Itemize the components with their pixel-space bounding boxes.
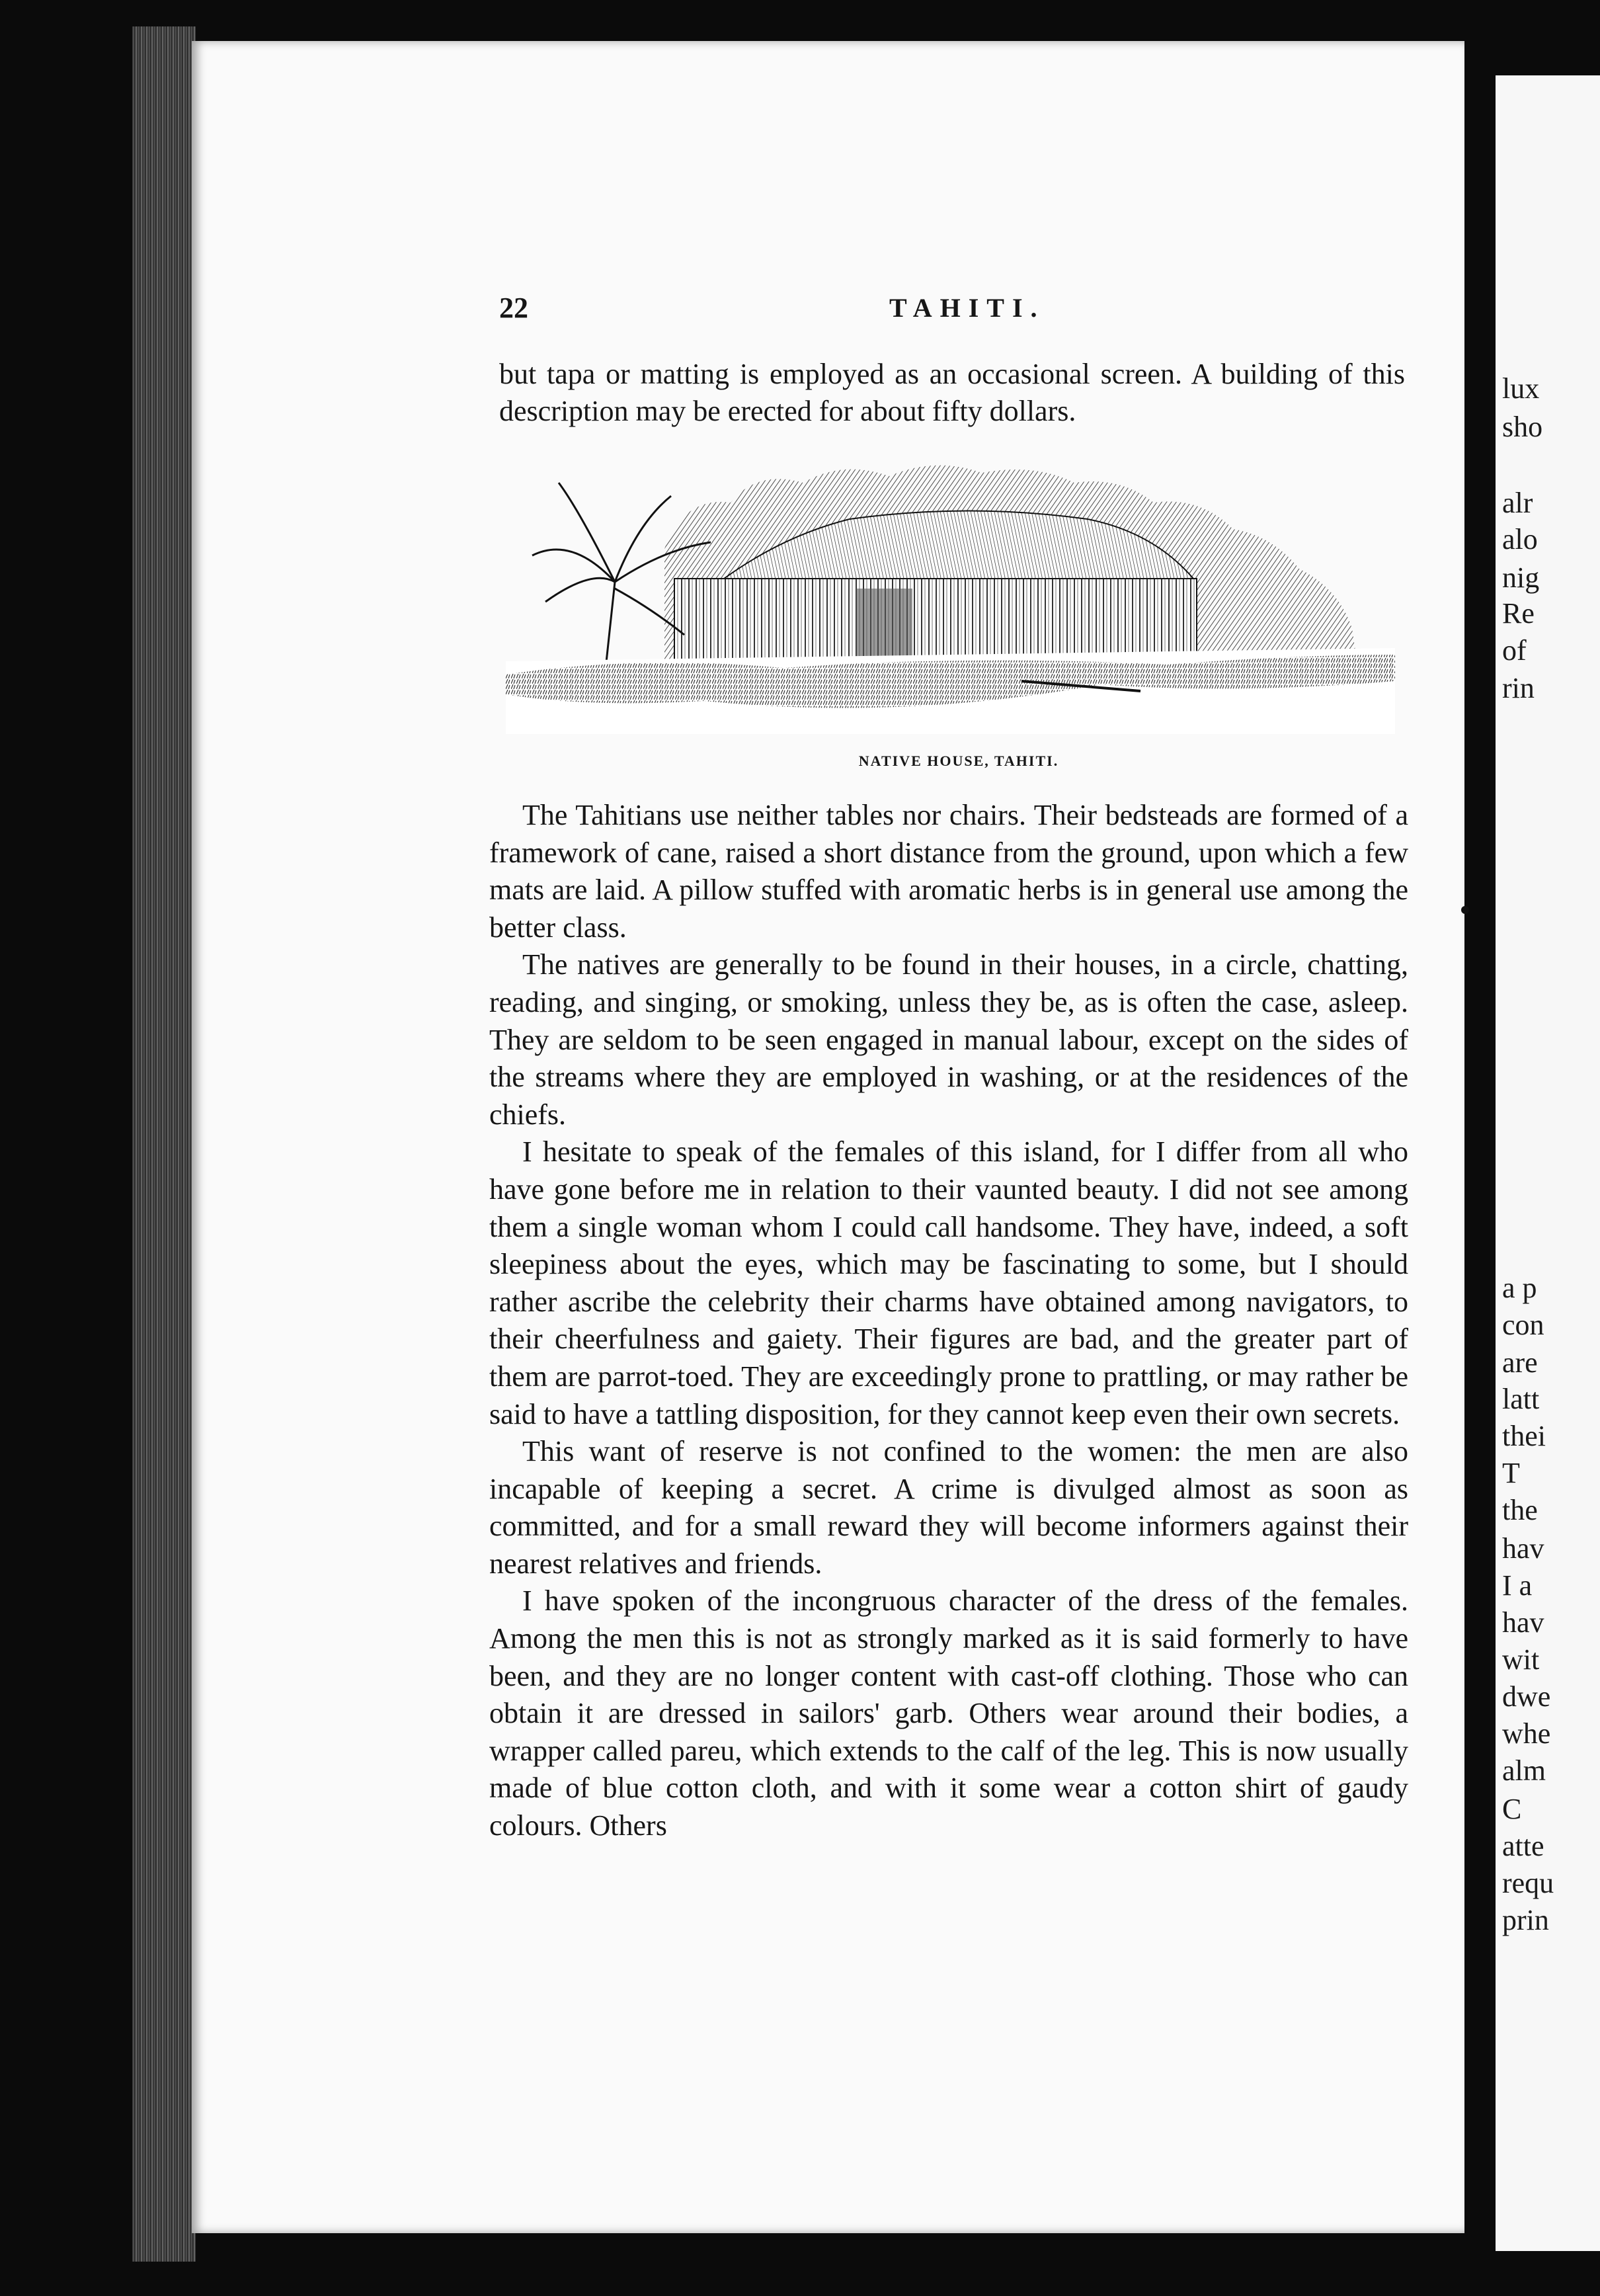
facing-page-fragment: Re — [1502, 597, 1535, 630]
facing-page-fragment: atte — [1502, 1830, 1544, 1862]
lead-paragraph: but tapa or matting is employed as an occasional screen. A building of this description may be erected for about fifty dollars. — [499, 358, 1405, 427]
page-header — [499, 291, 1405, 331]
microfilm-edge — [132, 26, 196, 2262]
running-title: TAHITI. — [889, 293, 1045, 323]
paragraph: I have spoken of the incongruous character of the dress of the females. Among the men this is not as strongly marked as it is said formerly to have been, and they are no longer content with cast-off clothing. Those who can obtain it are dressed in sailors' garb. Others wear around their bodies, a wrapper called pareu, which extends to the calf of the leg. This is now usually made of blue cotton cloth, and with it some wear a cotton shirt of gaudy colours. Others — [489, 1584, 1408, 1842]
scan-speck — [1461, 906, 1469, 914]
facing-page-fragment: whe — [1502, 1717, 1551, 1750]
facing-page-fragment: latt — [1502, 1383, 1540, 1415]
facing-page-fragment: alr — [1502, 487, 1533, 519]
figure-caption: NATIVE HOUSE, TAHITI. — [858, 753, 1059, 769]
facing-page-fragment: the — [1502, 1494, 1538, 1526]
facing-page-fragment: sho — [1502, 411, 1543, 443]
facing-page-fragment: T — [1502, 1457, 1520, 1489]
paragraph: The Tahitians use neither tables nor chairs. Their bedsteads are formed of a framework of cane, raised a short distance from the ground, upon which a few mats are laid. A pillow stuffed with aromatic herbs is in general use among the better class. — [489, 799, 1408, 944]
facing-page-fragment: are — [1502, 1346, 1538, 1379]
native-house-engraving — [506, 456, 1395, 734]
facing-page-fragment: nig — [1502, 561, 1540, 594]
facing-page-fragment: con — [1502, 1309, 1544, 1341]
page-number: 22 — [499, 292, 528, 324]
facing-page-fragment: alm — [1502, 1754, 1546, 1787]
facing-page-edge — [1496, 75, 1600, 2251]
facing-page-fragment: dwe — [1502, 1680, 1551, 1713]
paragraph: I hesitate to speak of the females of this island, for I differ from all who have gone before me in relation to their vaunted beauty. I did not see among them a single woman whom I could call handsome. They have, indeed, a soft sleepiness about the eyes, which may be fascinating to some, but I should rather ascribe the celebrity their charms have obtained among navigators, to their cheerfulness and gaiety. Their figures are bad, and the greater part of them are parrot-toed. They are exceedingly prone to prattling, or may rather be said to have a tattling disposition, for they cannot keep even their own secrets. — [489, 1135, 1408, 1430]
paragraph: The natives are generally to be found in their houses, in a circle, chatting, reading, and singing, or smoking, unless they be, as is often the case, asleep. They are seldom to be seen engaged in manual labour, except on the sides of the streams where they are employed in washing, or at the residences of the chiefs. — [489, 948, 1408, 1131]
facing-page-fragment: thei — [1502, 1420, 1546, 1452]
facing-page-fragment: lux — [1502, 372, 1540, 405]
facing-page-fragment: C — [1502, 1793, 1522, 1825]
facing-page-fragment: alo — [1502, 523, 1538, 555]
facing-page-fragment: rin — [1502, 672, 1535, 704]
cane-walls — [674, 579, 1197, 661]
facing-page-fragment: hav — [1502, 1606, 1544, 1639]
body-text — [489, 797, 1408, 1845]
facing-page-fragment: I a — [1502, 1569, 1533, 1602]
doorway — [856, 589, 912, 661]
facing-page-fragment: wit — [1502, 1643, 1540, 1676]
facing-page-fragment: a p — [1502, 1272, 1537, 1304]
facing-page-fragment: prin — [1502, 1904, 1549, 1936]
facing-page-fragment: hav — [1502, 1532, 1544, 1565]
facing-page-fragment: of — [1502, 634, 1527, 667]
paragraph: This want of reserve is not confined to the women: the men are also incapable of keeping a secret. A crime is divulged almost as soon as committed, and for a small reward they will become informers against their nearest relatives and friends. — [489, 1435, 1408, 1580]
facing-page-fragment: requ — [1502, 1867, 1554, 1899]
